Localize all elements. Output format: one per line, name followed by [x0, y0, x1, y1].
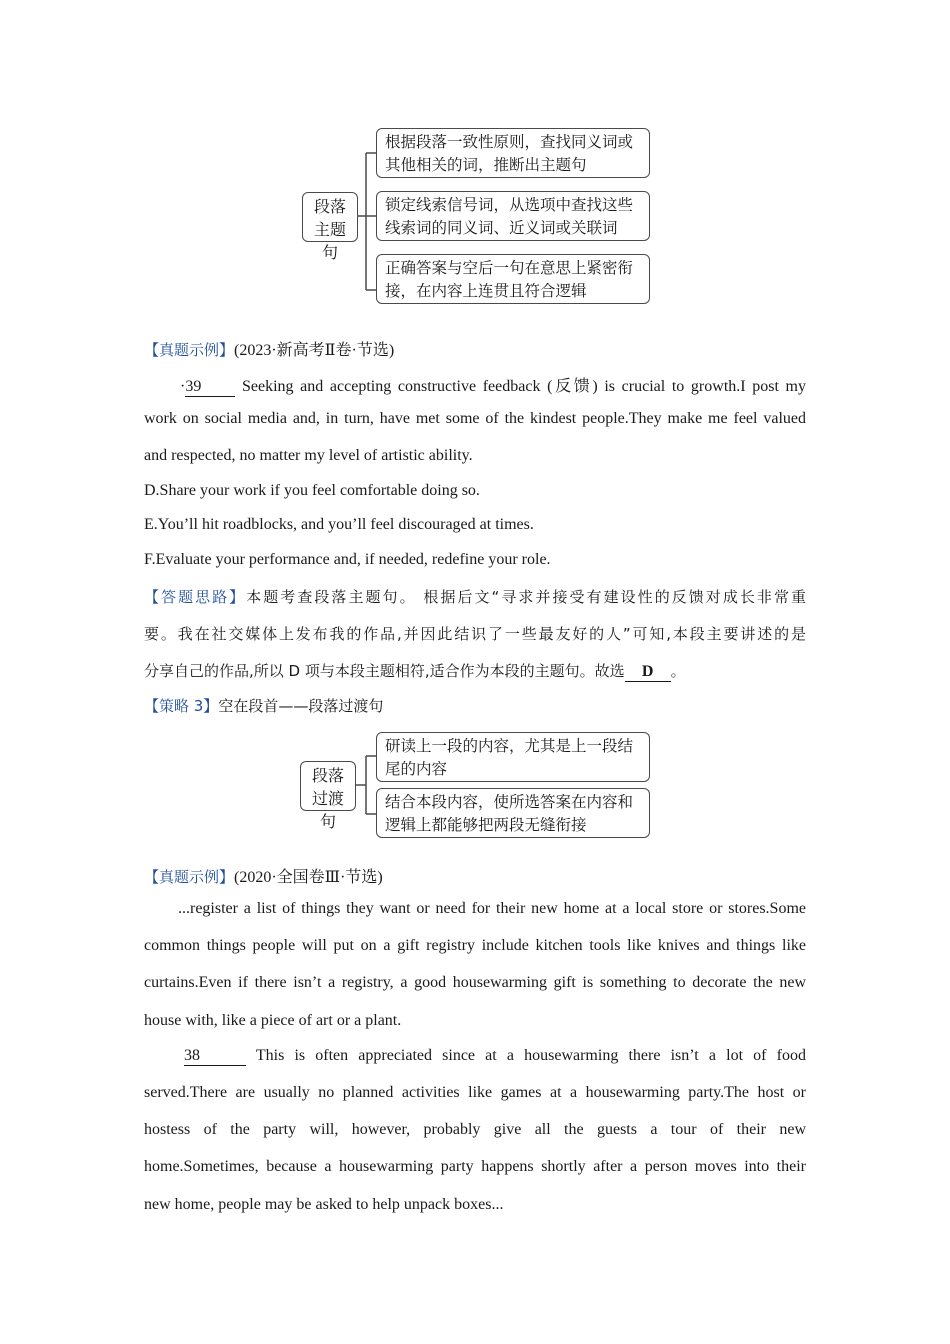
diagram-root-line: 主题句: [313, 220, 346, 262]
passage-line: common things people will put on a gift registry include kitchen tools like knives and things like: [144, 937, 806, 954]
diagram-branch-box: [376, 254, 650, 304]
strategy-tag: 【策略 3】: [144, 697, 219, 715]
answer-blank: 39: [185, 378, 235, 397]
diagram-branch-box: [376, 788, 650, 838]
analysis-text: 。: [670, 662, 686, 680]
option-item: D.Share your work if you feel comfortable doing so.: [144, 482, 480, 499]
analysis-text: 分享自己的作品,所以 D 项与本段主题相符,适合作为本段的主题句。故选: [144, 662, 625, 680]
transition-sentence-diagram: [298, 731, 652, 839]
example-heading: [144, 864, 806, 887]
answer-blank: 38: [184, 1047, 246, 1066]
analysis-text: 本题考查段落主题句。 根据后文“寻求并接受有建设性的反馈对成长非常重: [246, 588, 806, 606]
diagram-branch-line: 结合本段内容，使所选答案在内容和: [385, 793, 634, 811]
strategy-text: 空在段首——段落过渡句: [218, 697, 384, 715]
diagram-branch-line: 研读上一段的内容，尤其是上一段结: [385, 737, 634, 755]
diagram-root-line: 段落: [313, 197, 346, 216]
passage-line: ...register a list of things they want or need for their new home at a local store or stores.Some: [178, 900, 806, 917]
passage-line: hostess of the party will, however, probably give all the guests a tour of their new: [144, 1121, 806, 1138]
example-tag: 【真题示例】: [144, 868, 235, 886]
diagram-branch-line: 锁定线索信号词，从选项中查找这些: [385, 196, 634, 214]
passage-line: house with, like a piece of art or a plant.: [144, 1012, 402, 1029]
diagram-branch-line: 根据段落一致性原则，查找同义词或: [385, 133, 634, 151]
passage-line: [144, 373, 806, 397]
passage-text: This is often appreciated since at a housewarming there isn’t a lot of food: [255, 1047, 806, 1064]
passage-line: home.Sometimes, because a housewarming party happens shortly after a person moves into their: [144, 1158, 806, 1175]
diagram-branch-box: [376, 732, 650, 782]
passage-line: new home, people may be asked to help unpack boxes...: [144, 1196, 504, 1213]
example-tag: 【真题示例】: [144, 341, 235, 359]
diagram-branch-line: 尾的内容: [385, 760, 448, 778]
answer-blank: D: [625, 663, 671, 682]
passage-text: Seeking and accepting constructive feedback (反馈) is crucial to growth.I post my: [241, 378, 807, 395]
passage-line: curtains.Even if there isn’t a registry, a good housewarming gift is something to decorate the new: [144, 974, 806, 991]
diagram-branch-line: 接，在内容上连贯且符合逻辑: [385, 282, 587, 300]
diagram-branch-line: 逻辑上都能够把两段无缝衔接: [385, 816, 587, 834]
option-item: E.You’ll hit roadblocks, and you’ll feel discouraged at times.: [144, 516, 534, 533]
diagram-branch-line: 其他相关的词，推断出主题句: [385, 156, 587, 174]
diagram-branch-box: [376, 191, 650, 241]
diagram-root-line: 段落: [311, 766, 344, 785]
analysis-tag: 【答题思路】: [144, 588, 247, 606]
option-item: F.Evaluate your performance and, if needed, redefine your role.: [144, 551, 551, 568]
analysis-line: [144, 660, 806, 682]
example-source: (2023·新高考Ⅱ卷·节选): [234, 342, 395, 359]
diagram-root-box: [302, 192, 358, 262]
passage-line: served.There are usually no planned activities like games at a housewarming party.The host or: [144, 1084, 806, 1101]
bullet: ·: [180, 378, 186, 395]
analysis-line: 要。我在社交媒体上发布我的作品,并因此结识了一些最友好的人”可知,本段主要讲述的是: [144, 625, 806, 643]
strategy-heading: [144, 695, 806, 716]
example-heading: [144, 337, 806, 360]
diagram-branch-line: 线索词的同义词、近义词或关联词: [385, 219, 618, 237]
passage-line: [144, 1047, 806, 1066]
diagram-root-box: [300, 761, 356, 831]
passage-line: and respected, no matter my level of artistic ability.: [144, 447, 473, 464]
topic-sentence-diagram: [300, 126, 652, 306]
passage-line: work on social media and, in turn, have met some of the kindest people.They make me feel valued: [144, 410, 806, 427]
diagram-branch-line: 正确答案与空后一句在意思上紧密衔: [385, 259, 634, 277]
analysis-line: [144, 586, 806, 607]
example-source: (2020·全国卷Ⅲ·节选): [234, 869, 383, 886]
diagram-root-line: 过渡句: [311, 789, 344, 831]
diagram-branch-box: [376, 128, 650, 178]
